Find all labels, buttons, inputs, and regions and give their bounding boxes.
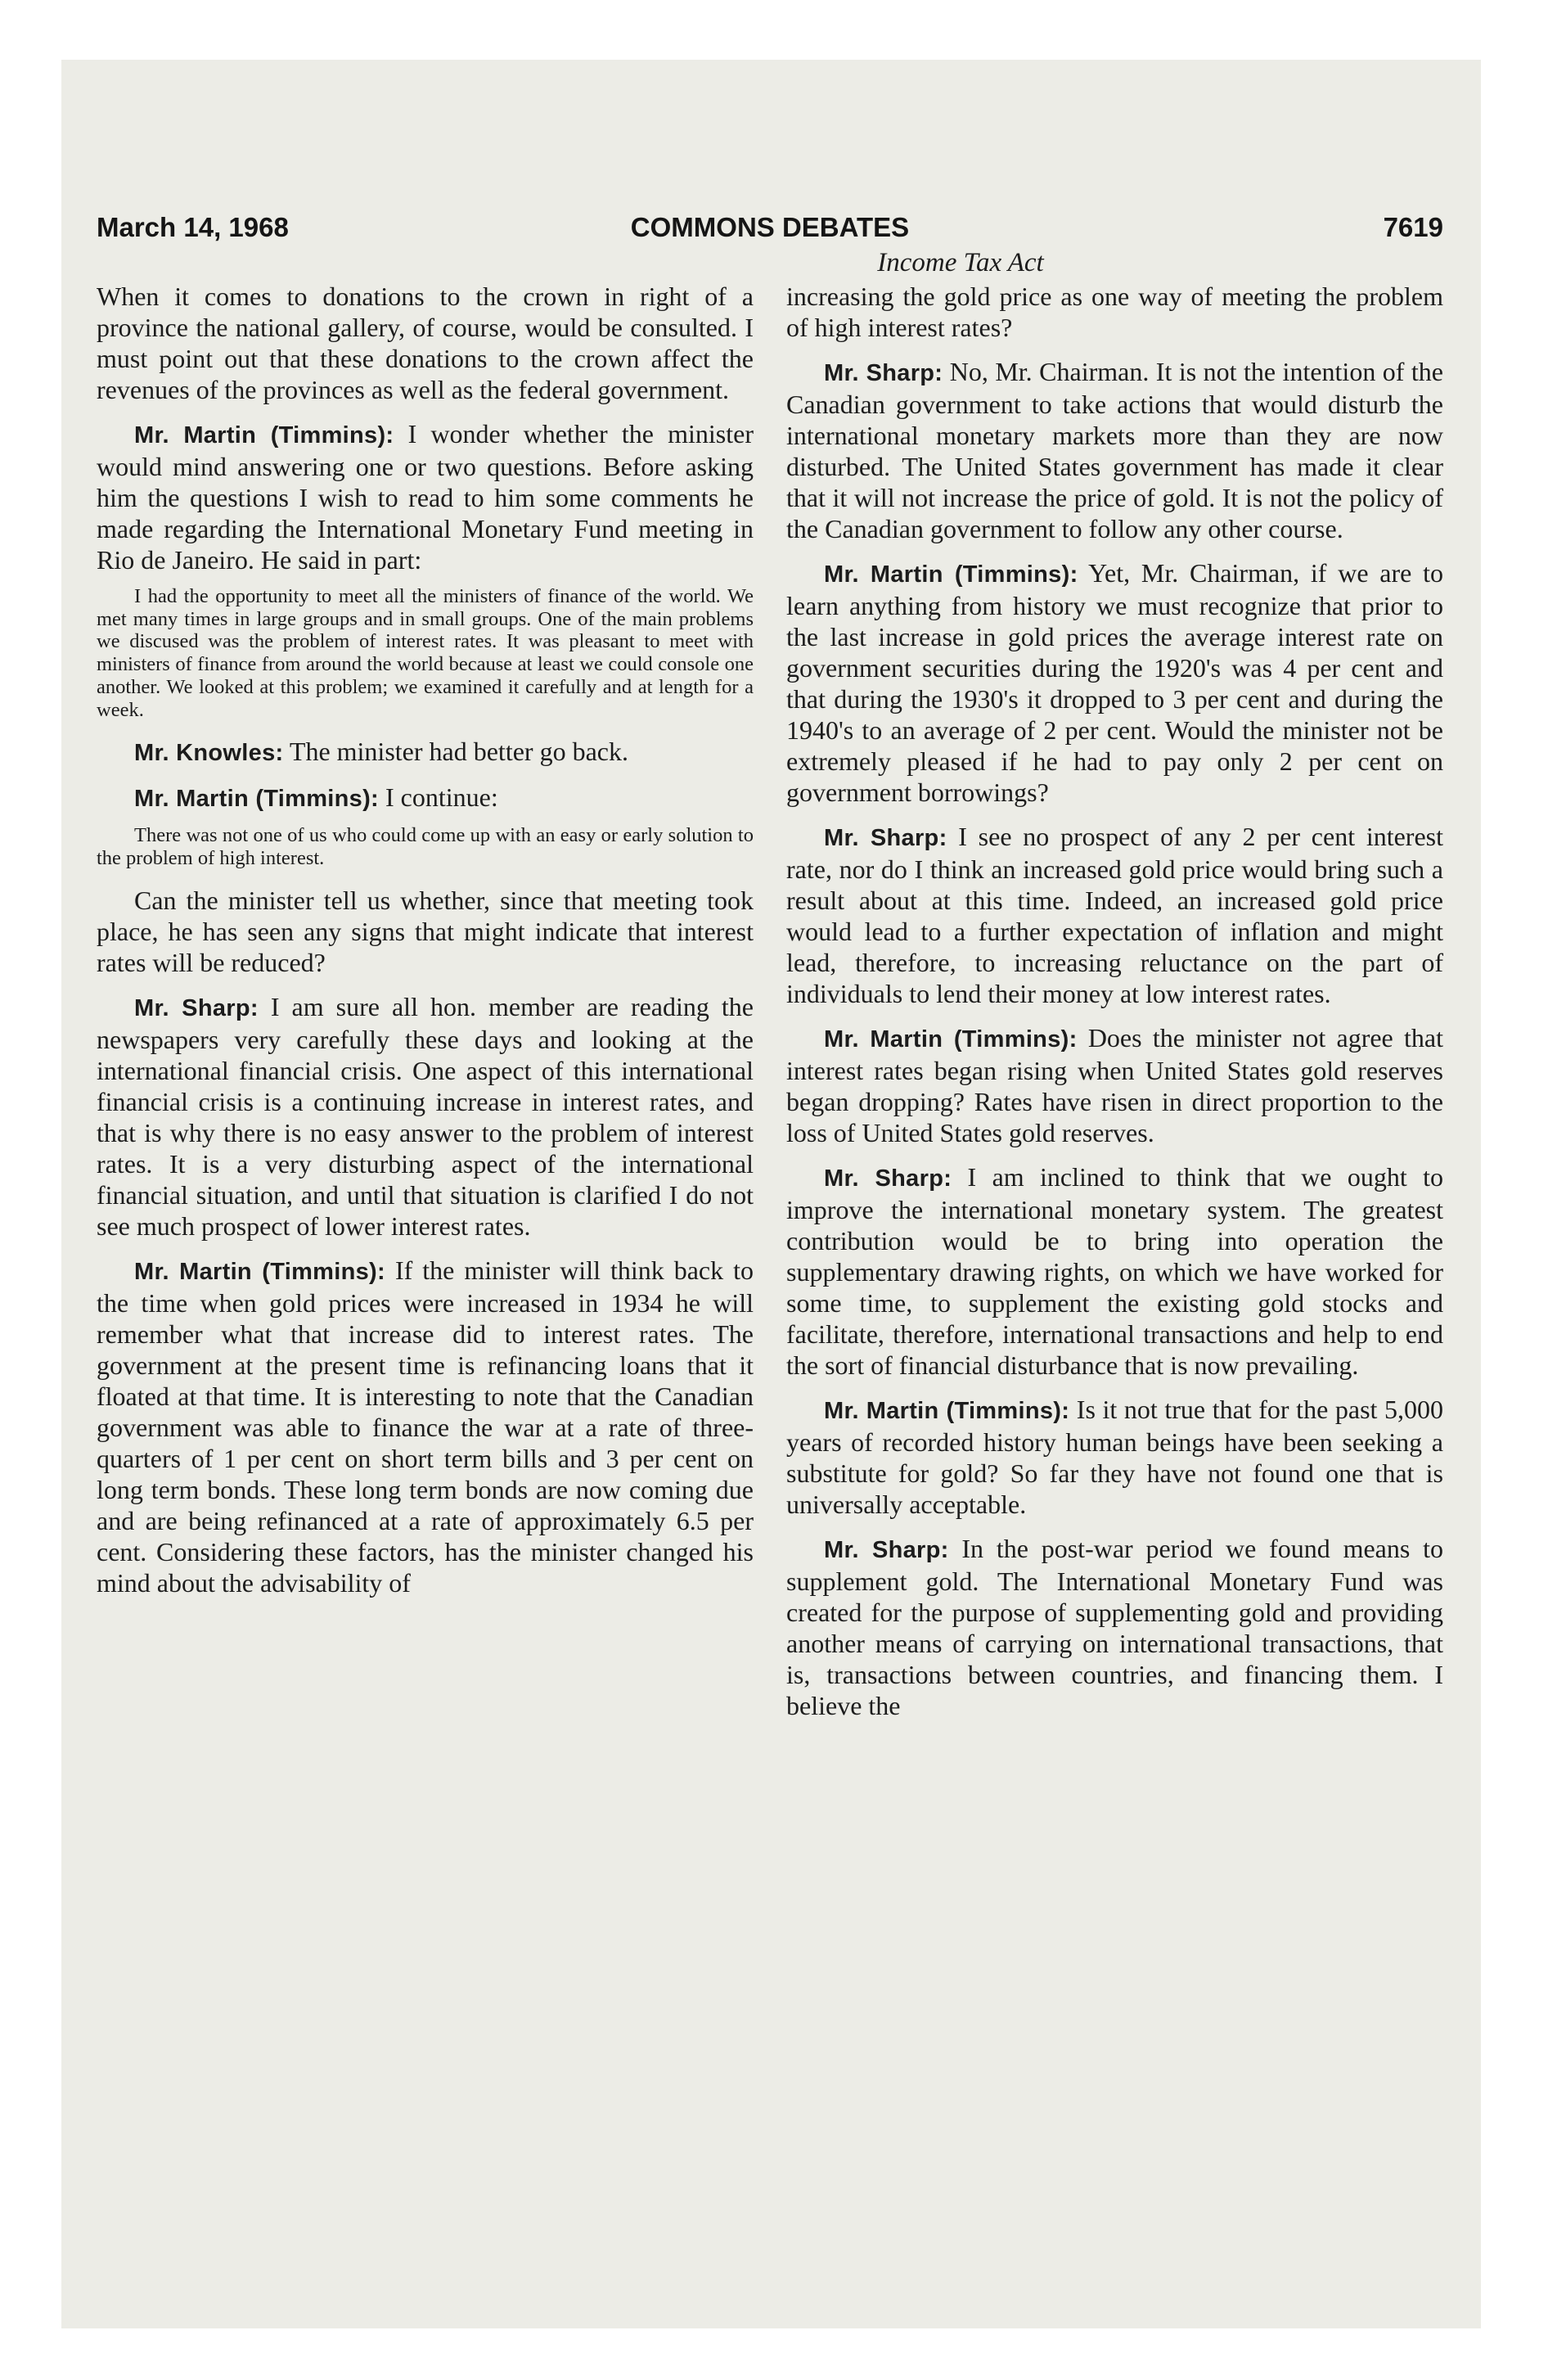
speaker-name: Mr. Martin (Timmins):: [134, 786, 380, 813]
speech-paragraph: [97, 782, 754, 814]
speech-text: In the post-war period we found means to supplement gold. The International Monetary Fund was created for the purpose of supplementing gold and providing another means of carrying on international transactions, that is, transactions between countries, and financing them. I believe the: [786, 1534, 1443, 1720]
speech-paragraph: [97, 736, 754, 769]
speech-paragraph: [786, 557, 1443, 808]
speech-paragraph: [786, 1161, 1443, 1381]
speaker-name: Mr. Sharp:: [824, 1165, 952, 1192]
speaker-name: Mr. Sharp:: [134, 994, 259, 1021]
speaker-name: Mr. Sharp:: [824, 1537, 949, 1563]
speaker-name: Mr. Martin (Timmins):: [824, 1026, 1078, 1053]
page-sheet: [61, 60, 1481, 2328]
speech-text: I wonder whether the minister would mind answering one or two questions. Before asking him the questions I wish to read to him some comments he made regarding the International Monetary Fund meeting in Rio de Janeiro. He said in part:: [97, 419, 754, 575]
speech-paragraph: [786, 1394, 1443, 1520]
speech-text: No, Mr. Chairman. It is not the intention of the Canadian government to take actions that would disturb the international monetary markets more than they are now disturbed. The United States government has made it clear that it will not increase the price of gold. It is not the policy of the Canadian government to follow any other course.: [786, 357, 1443, 543]
speech-text: I am inclined to think that we ought to improve the international monetary system. The greatest contribution would be to bring into operation the supplementary drawing rights, on which we have worked for some time, to supplement the existing gold stocks and facilitate, therefore, international transactions and help to end the sort of financial disturbance that is now prevailing.: [786, 1162, 1444, 1380]
header-page-number: 7619: [1383, 212, 1443, 242]
speaker-name: Mr. Knowles:: [134, 740, 284, 767]
speech-paragraph: [97, 991, 754, 1242]
speech-paragraph: [97, 418, 754, 575]
header-publication: COMMONS DEBATES: [630, 212, 910, 242]
speech-text: If the minister will think back to the time when gold prices were increased in 1934 he will remember what that increase did to interest rates. The government at the present time is refinancing loans that it floated at that time. It is interesting to note that the Canadian government was able to finance the war at a rate of three-quarters of 1 per cent on short term bills and 3 per cent on long term bonds. These long term bonds are now coming due and are being refinanced at a rate of approximately 6.5 per cent. Considering these factors, has the minister changed his mind about the advisability of: [97, 1255, 754, 1598]
speech-paragraph: [786, 821, 1443, 1009]
left-column: [97, 281, 754, 1611]
header-date: March 14, 1968: [97, 212, 289, 242]
speech-paragraph: [97, 1255, 754, 1598]
speech-text: I see no prospect of any 2 per cent interest rate, nor do I think an increased gold price would bring such a result about at this time. Indeed, an increased gold price would lead to a further expectation of inflation and might lead, therefore, to increasing reluctance on the part of individuals to lend their money at low interest rates.: [786, 822, 1444, 1008]
header-subject: Income Tax Act: [877, 248, 1044, 277]
speaker-name: Mr. Martin (Timmins):: [134, 1258, 385, 1285]
right-column: [786, 281, 1443, 1734]
paragraph: Can the minister tell us whether, since that meeting took place, he has seen any signs that might indicate that interest rates will be reduced?: [97, 885, 754, 977]
speaker-name: Mr. Sharp:: [824, 825, 947, 851]
speech-text: I am sure all hon. member are reading the newspapers very carefully these days and looking at the international financial crisis. One aspect of this international financial crisis is a continuing increase in interest rates, and that is why there is no easy answer to the problem of interest rates. It is a very disturbing aspect of the international financial situation, and until that situation is clarified I do not see much prospect of lower interest rates.: [97, 991, 754, 1241]
speech-text: Yet, Mr. Chairman, if we are to learn anything from history we must recognize that prior to the last increase in gold prices the average interest rate on government securities during the 1920's was 4 per cent and that during the 1930's it dropped to 3 per cent and during the 1940's to an average of 2 per cent. Would the minister not be extremely pleased if he had to pay only 2 per cent on government borrowings?: [786, 558, 1444, 807]
speech-paragraph: [786, 356, 1443, 544]
block-quote: There was not one of us who could come up with an easy or early solution to the problem of high interest.: [97, 824, 754, 869]
speech-paragraph: [786, 1022, 1443, 1148]
speaker-name: Mr. Martin (Timmins):: [134, 422, 394, 449]
paragraph: When it comes to donations to the crown in right of a province the national gallery, of course, would be consulted. I must point out that these donations to the crown affect the revenues of the provinces as well as the federal government.: [97, 282, 754, 404]
speech-paragraph: [786, 1533, 1443, 1721]
speech-text: I continue:: [385, 782, 498, 813]
block-quote: I had the opportunity to meet all the ministers of finance of the world. We met many times in large groups and in small groups. One of the main problems we discused was the problem of interest rates. It was pleasant to meet with ministers of finance from around the world because at least we could console one another. We looked at this problem; we examined it carefully and at length for a week.: [97, 585, 754, 721]
speech-text: The minister had better go back.: [289, 737, 628, 767]
speech-text: Is it not true that for the past 5,000 years of recorded history human beings have been seeking a substitute for gold? So far they have not found one that is universally acceptable.: [786, 1395, 1444, 1519]
speaker-name: Mr. Martin (Timmins):: [824, 1398, 1070, 1424]
paragraph: increasing the gold price as one way of meeting the problem of high interest rates?: [786, 282, 1443, 342]
speech-text: Does the minister not agree that interest rates began rising when United States gold reserves began dropping? Rates have risen in direct proportion to the loss of United States gold reserves.: [786, 1023, 1444, 1147]
speaker-name: Mr. Sharp:: [824, 360, 943, 386]
speaker-name: Mr. Martin (Timmins):: [824, 561, 1078, 588]
